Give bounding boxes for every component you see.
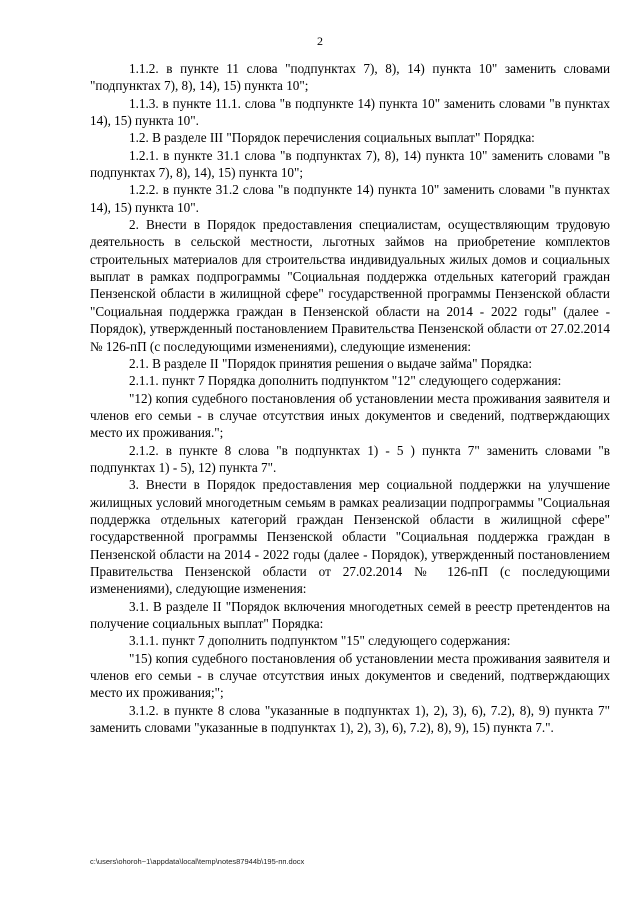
paragraph-2-1-2: 2.1.2. в пункте 8 слова "в подпунктах 1) - 5 ) пункта 7" заменить словами "в подпунктах 1) - 5), 12) пункта 7". [90, 442, 610, 475]
paragraph-2-1: 2.1. В разделе II "Порядок принятия решения о выдаче займа" Порядка: [129, 355, 532, 371]
paragraph-3-1-2: 3.1.2. в пункте 8 слова "указанные в подпунктах 1), 2), 3), 6), 7.2), 8), 9) пункта 7" заменить словами "указанные в подпунктах 1), 2), 3), 6), 7.2), 8), 9), 15) пункта 7.". [90, 702, 610, 736]
paragraph-3-1-1: 3.1.1. пункт 7 дополнить подпунктом "15" следующего содержания: [129, 633, 511, 649]
paragraph-2-1-1: 2.1.1. пункт 7 Порядка дополнить подпунктом "12" следующего содержания: [129, 373, 562, 389]
paragraph-3-1-1-quote: "15) копия судебного постановления об установлении места проживания заявителя и членов его семьи - в случае отсутствия иных документов и сведений, подтверждающих место их проживания;"; [90, 650, 610, 701]
footer-file-path: c:\users\ohoroh~1\appdata\local\temp\notes87944b\195-пп.docx [90, 857, 305, 866]
paragraph-1-1-3: 1.1.3. в пункте 11.1. слова "в подпункте 14) пункта 10" заменить словами "в пунктах 14), 15) пункта 10". [90, 95, 610, 129]
paragraph-2: 2. Внести в Порядок предоставления специалистам, осуществляющим трудовую деятельность в сельской местности, льготных займов на приобретение комплектов строительных материалов для строительства индивидуальных жилых домов и социальных выплат в рамках подпрограммы "Социальная поддержка отдельных категорий граждан Пензенской области в жилищной сфере" государственной программы Пензенской области "Социальная поддержка граждан в Пензенской области на 2014 - 2022 годы" (далее - Порядок), утвержденный постановлением Правительства Пензенской области от 27.02.2014 № 126-пП (с последующими изменениями), следующие изменения: [90, 217, 610, 354]
paragraph-3: 3. Внести в Порядок предоставления мер социальной поддержки на улучшение жилищных условий многодетным семьям в рамках реализации подпрограммы "Социальная поддержка отдельных категорий граждан Пензенской области в жилищной сфере" государственной программы Пензенской области "Социальная поддержка граждан в Пензенской области на 2014 - 2022 годы (далее - Порядок), утвержденный постановлением Правительства Пензенской области от 27.02.2014 № 126-пП (с последующими изменениями), следующие изменения: [90, 477, 610, 597]
paragraph-1-2-2: 1.2.2. в пункте 31.2 слова "в подпункте 14) пункта 10" заменить словами "в пунктах 14), 15) пункта 10". [90, 182, 610, 215]
paragraph-3-1: 3.1. В разделе II "Порядок включения многодетных семей в реестр претендентов на получение социальных выплат" Порядка: [90, 598, 610, 631]
paragraph-1-2-1: 1.2.1. в пункте 31.1 слова "в подпунктах 7), 8), 14) пункта 10" заменить словами "в подпунктах 7), 8), 14), 15) пункта 10"; [90, 147, 610, 181]
page-number: 2 [317, 34, 323, 48]
paragraph-1-1-2: 1.1.2. в пункте 11 слова "подпунктах 7), 8), 14) пункта 10" заменить словами "подпунктах 7), 8), 14), 15) пункта 10"; [90, 61, 610, 94]
paragraph-1-2: 1.2. В разделе III "Порядок перечисления социальных выплат" Порядка: [129, 130, 535, 146]
paragraph-2-1-1-quote: "12) копия судебного постановления об установлении места проживания заявителя и членов его семьи - в случае отсутствия иных документов и сведений, подтверждающих место их проживания."; [90, 390, 610, 441]
document-body [90, 60, 610, 736]
